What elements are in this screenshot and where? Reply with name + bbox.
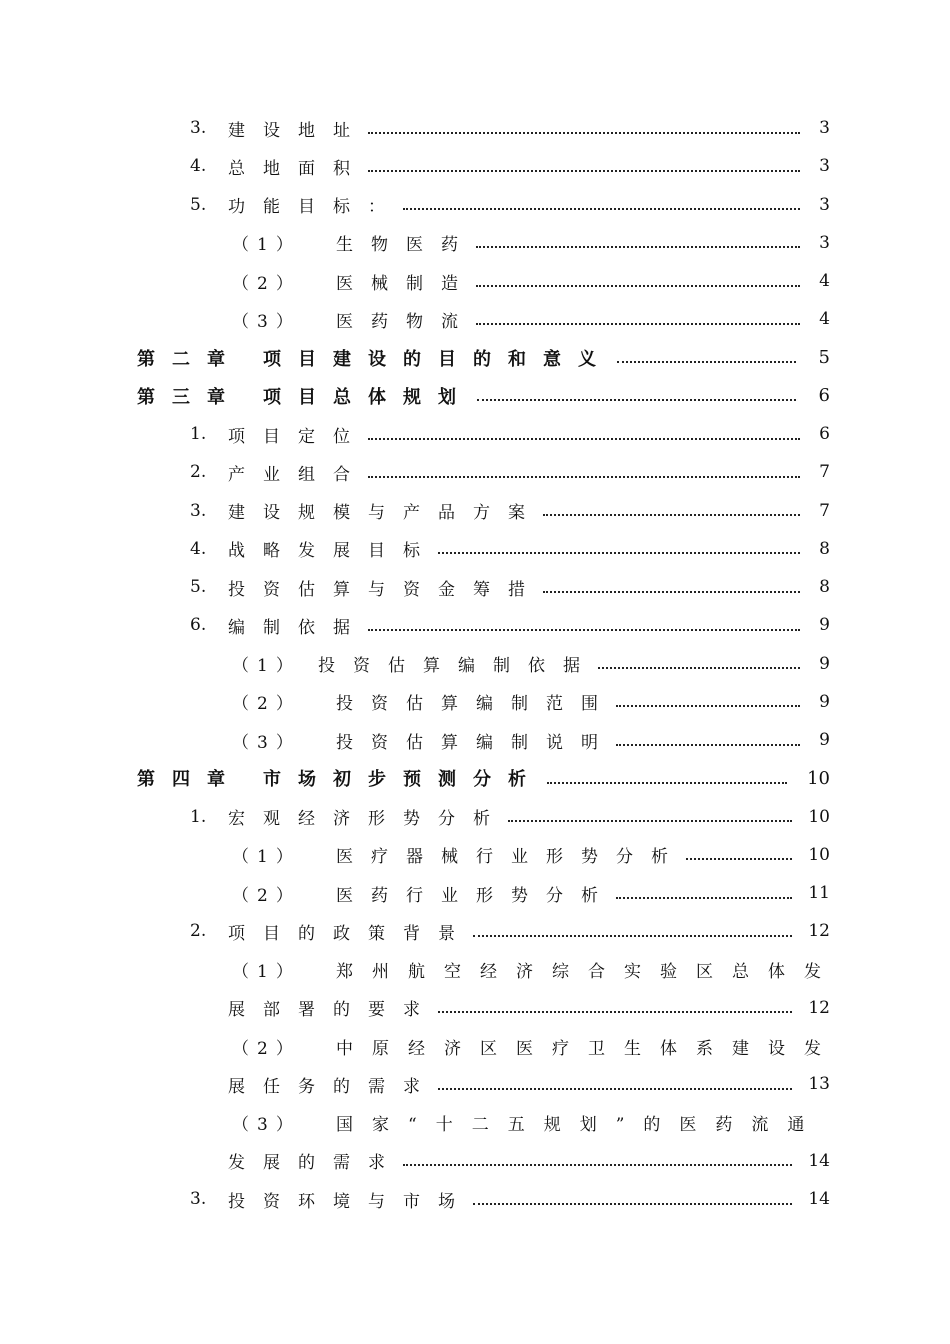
toc-page-number: 3: [819, 156, 830, 177]
toc-entry: [232, 836, 830, 874]
toc-page-number: 7: [819, 500, 830, 521]
toc-chapter-entry: [137, 759, 830, 797]
toc-entry-title: 战略发展目标: [228, 541, 438, 562]
toc-dot-leader: [438, 551, 800, 554]
toc-entry-number: 5.: [190, 194, 207, 215]
toc-entry: [232, 645, 830, 683]
toc-entry-title: 投资环境与市场: [228, 1191, 473, 1212]
toc-entry-title: 国家“十二五规划”的医药流通: [336, 1115, 824, 1135]
toc-entry-title: 投资估算编制说明: [336, 732, 616, 753]
toc-dot-leader: [368, 475, 800, 478]
toc-entry-number: 3.: [190, 118, 207, 138]
toc-entry: [190, 1180, 830, 1218]
toc-entry: [190, 912, 830, 950]
toc-page-number: 10: [808, 844, 830, 865]
toc-entry-title: 郑州航空经济综合实验区总体发: [336, 962, 840, 982]
toc-entry-title: 中原经济区医疗卫生体系建设发: [336, 1038, 840, 1059]
toc-dot-leader: [476, 322, 800, 325]
toc-dot-leader: [473, 1202, 792, 1205]
toc-page-number: 10: [807, 767, 830, 789]
toc-page-number: 10: [808, 806, 830, 827]
toc-entry: [190, 606, 830, 644]
toc-entry-number: （1）: [232, 235, 301, 256]
toc-entry-title: 展任务的需求: [228, 1076, 438, 1097]
toc-entry-title: 建设规模与产品方案: [228, 503, 543, 523]
toc-dot-leader: [617, 360, 796, 363]
toc-dot-leader: [598, 666, 800, 669]
toc-page-number: 3: [819, 232, 830, 253]
toc-entry-number: 6.: [190, 615, 207, 636]
toc-entry: [232, 874, 830, 912]
toc-entry: [232, 683, 830, 721]
toc-dot-leader: [403, 207, 800, 210]
toc-entry: [190, 453, 830, 491]
toc-page-number: 6: [819, 424, 830, 444]
toc-dot-leader: [438, 1087, 792, 1090]
toc-entry-title: 功能目标：: [228, 197, 403, 217]
toc-entry-number: （3）: [232, 311, 301, 332]
toc-entry-number: （2）: [232, 885, 301, 906]
toc-entry: [232, 951, 840, 989]
toc-chapter-entry: [137, 377, 830, 415]
toc-entry: [232, 1104, 830, 1142]
toc-entry-number: 第四章: [137, 769, 242, 791]
toc-entry-number: （1）: [232, 962, 301, 982]
toc-entry: [190, 415, 830, 453]
toc-dot-leader: [616, 704, 800, 707]
toc-entry: [232, 224, 830, 262]
toc-entry-number: （1）: [232, 847, 301, 868]
toc-dot-leader: [543, 590, 800, 593]
toc-entry: [228, 1065, 830, 1103]
toc-entry-number: （2）: [232, 273, 301, 294]
toc-entry-title: 项目定位: [228, 426, 368, 447]
toc-entry-title: 项目总体规划: [263, 386, 473, 408]
toc-entry-number: （2）: [232, 1038, 301, 1059]
toc-dot-leader: [476, 245, 800, 248]
toc-entry: [232, 262, 830, 300]
toc-entry-title: 编制依据: [228, 617, 368, 638]
toc-entry: [190, 530, 830, 568]
toc-entry: [232, 300, 830, 338]
toc-page-number: 9: [819, 730, 830, 750]
toc-dot-leader: [543, 513, 800, 516]
toc-entry-title: 项目的政策背景: [228, 923, 473, 944]
toc-dot-leader: [616, 896, 792, 899]
toc-entry-title: 市场初步预测分析: [263, 769, 543, 791]
toc-entry: [232, 1027, 840, 1065]
toc-entry-number: 3.: [190, 500, 207, 521]
toc-entry-title: 建设地址: [228, 120, 368, 141]
toc-entry-number: 1.: [190, 806, 207, 827]
toc-page-number: 12: [808, 921, 830, 942]
toc-entry: [228, 989, 830, 1027]
toc-dot-leader: [368, 131, 800, 134]
toc-page-number: 9: [819, 615, 830, 636]
toc-dot-leader: [477, 398, 796, 401]
toc-entry: [190, 147, 830, 185]
toc-entry-title: 展部署的要求: [228, 1000, 438, 1021]
toc-entry-number: 4.: [190, 538, 207, 559]
toc-entry-number: 2.: [190, 921, 207, 942]
toc-page-number: 13: [808, 1074, 830, 1095]
toc-entry-title: 产业组合: [228, 464, 368, 485]
toc-entry-title: 总地面积: [228, 158, 368, 179]
toc-page-number: 4: [819, 309, 830, 330]
toc-page-number: 6: [818, 385, 830, 407]
toc-page-number: 7: [819, 462, 830, 483]
toc-entry-title: 医械制造: [336, 273, 476, 294]
toc-dot-leader: [547, 781, 787, 784]
toc-dot-leader: [368, 437, 800, 440]
toc-entry-title: 投资估算与资金筹措: [228, 579, 543, 600]
toc-page-number: 3: [819, 194, 830, 215]
toc-entry-number: （2）: [232, 694, 301, 715]
toc-entry-number: （1）: [232, 656, 301, 676]
toc-page-number: 14: [808, 1189, 830, 1209]
toc-page-number: 4: [819, 271, 830, 291]
toc-entry: [190, 186, 830, 224]
toc-dot-leader: [508, 819, 792, 822]
toc-page-number: 12: [808, 997, 830, 1018]
toc-entry-number: 2.: [190, 462, 207, 483]
toc-page-number: 11: [808, 883, 830, 903]
toc-entry-title: 发展的需求: [228, 1153, 403, 1174]
toc-page-number: 8: [819, 577, 830, 597]
toc-entry-title: 医药物流: [336, 311, 476, 332]
toc-dot-leader: [403, 1163, 792, 1166]
toc-page-number: 14: [808, 1150, 830, 1171]
toc-page-number: 5: [818, 347, 830, 368]
toc-entry-title: 医疗器械行业形势分析: [336, 847, 686, 868]
toc-entry: [232, 721, 830, 759]
toc-entry: [190, 109, 830, 147]
toc-page-number: 9: [819, 653, 830, 674]
toc-chapter-entry: [137, 339, 830, 377]
toc-dot-leader: [473, 934, 792, 937]
toc-entry: [190, 492, 830, 530]
toc-entry-title: 生物医药: [336, 235, 476, 256]
toc-entry-number: 第二章: [137, 348, 242, 370]
toc-entry-number: 1.: [190, 424, 207, 444]
toc-page-number: 3: [819, 118, 830, 138]
toc-entry-number: 3.: [190, 1189, 207, 1209]
toc-dot-leader: [686, 857, 792, 860]
toc-entry-title: 投资估算编制范围: [336, 694, 616, 715]
toc-entry: [228, 1142, 830, 1180]
toc-entry: [190, 568, 830, 606]
toc-entry-number: 5.: [190, 577, 207, 597]
toc-entry-title: 投资估算编制依据: [318, 656, 598, 676]
toc-dot-leader: [368, 628, 800, 631]
toc-entry-number: （3）: [232, 732, 301, 753]
toc-page-number: 8: [819, 538, 830, 559]
toc-entry-title: 项目建设的目的和意义: [263, 348, 613, 370]
toc-entry: [190, 798, 830, 836]
toc-entry-number: 第三章: [137, 386, 242, 408]
toc-entry-title: 医药行业形势分析: [336, 885, 616, 906]
toc-entry-number: 4.: [190, 156, 207, 177]
toc-entry-number: （3）: [232, 1115, 301, 1135]
toc-dot-leader: [616, 743, 800, 746]
toc-entry-title: 宏观经济形势分析: [228, 809, 508, 829]
toc-page-number: 9: [819, 691, 830, 712]
toc-dot-leader: [476, 284, 800, 287]
toc-dot-leader: [368, 169, 800, 172]
toc-dot-leader: [438, 1010, 792, 1013]
